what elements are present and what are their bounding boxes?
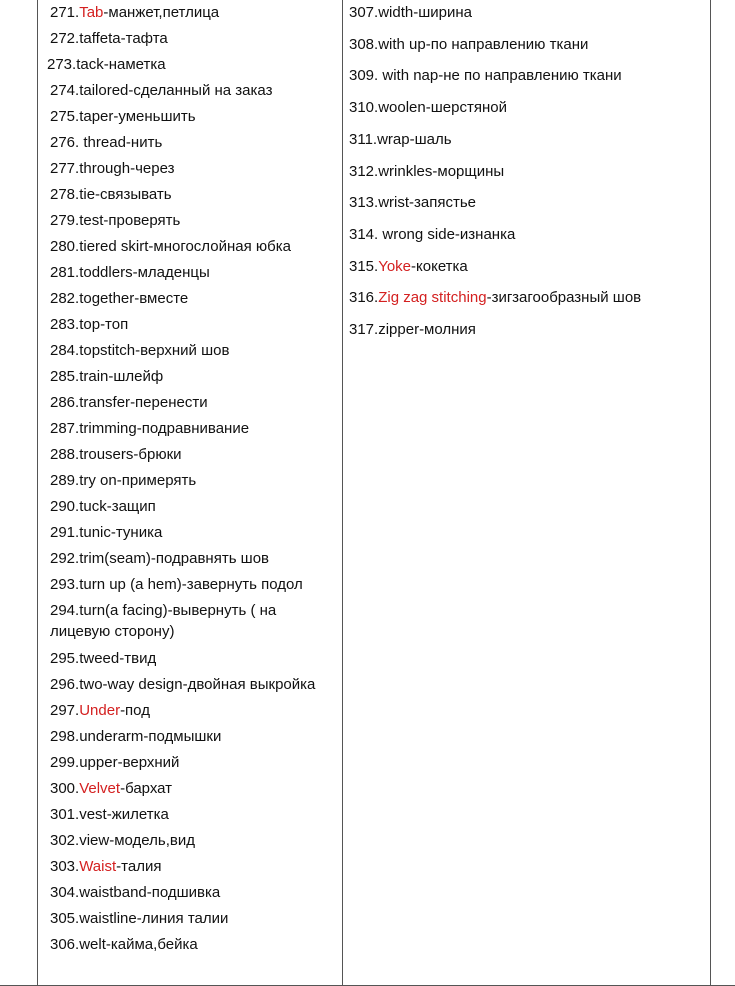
entry-term: waistline: [79, 910, 137, 927]
entry-term: transfer: [79, 394, 131, 411]
glossary-entry: [50, 600, 340, 642]
entry-term: with up: [378, 36, 426, 53]
entry-term: wrist: [378, 194, 410, 211]
entry-translation: -запястье: [409, 194, 477, 211]
glossary-entry: [50, 392, 208, 413]
entry-number: 280.: [50, 238, 80, 255]
entry-number: 296.: [50, 676, 80, 693]
entry-term: Under: [79, 702, 121, 719]
glossary-entry: [50, 262, 210, 283]
entry-number: 306.: [50, 936, 80, 953]
entry-term: trim(seam): [79, 550, 151, 567]
entry-number: 292.: [50, 550, 80, 567]
entry-number: 294.: [50, 602, 80, 619]
entry-translation: -подравнять шов: [150, 550, 270, 567]
entry-translation: -подравнивание: [136, 420, 250, 437]
entry-number: 278.: [50, 186, 80, 203]
entry-number: 277.: [50, 160, 80, 177]
entry-term: taper: [79, 108, 114, 125]
entry-term: tuck: [79, 498, 107, 515]
entry-term: tie: [79, 186, 96, 203]
entry-translation: -линия талии: [136, 910, 229, 927]
entry-number: 312.: [349, 163, 379, 180]
entry-number: 287.: [50, 420, 80, 437]
entry-number: 274.: [50, 82, 80, 99]
entry-number: 300.: [50, 780, 80, 797]
glossary-entry: [349, 34, 588, 55]
entry-term: view: [79, 832, 110, 849]
entry-translation: -модель,вид: [109, 832, 195, 849]
entry-number: 307.: [349, 4, 379, 21]
entry-term: wrap: [377, 131, 410, 148]
entry-translation: -манжет,петлица: [103, 4, 220, 21]
entry-translation: -через: [130, 160, 175, 177]
entry-number: 289.: [50, 472, 80, 489]
entry-term: tack: [76, 56, 104, 73]
glossary-entry: [50, 210, 180, 231]
entry-number: 282.: [50, 290, 80, 307]
entry-translation: -шлейф: [108, 368, 164, 385]
entry-term: topstitch: [79, 342, 136, 359]
entry-translation: -изнанка: [454, 226, 516, 243]
glossary-entry: [50, 366, 163, 387]
entry-number: 279.: [50, 212, 80, 229]
entry-term: toddlers: [79, 264, 133, 281]
glossary-entry: [349, 192, 476, 213]
entry-term: taffeta: [79, 30, 121, 47]
entry-translation: -уменьшить: [113, 108, 196, 125]
entry-term: tailored: [79, 82, 129, 99]
glossary-entry: [50, 548, 269, 569]
entry-number: 314.: [349, 226, 383, 243]
glossary-entry: [349, 287, 641, 308]
entry-term: welt: [79, 936, 106, 953]
entry-translation: -зигзагообразный шов: [486, 289, 642, 306]
entry-translation: -сделанный на заказ: [128, 82, 273, 99]
glossary-entry: [50, 752, 179, 773]
entry-term: with nap: [382, 67, 439, 84]
entry-number: 313.: [349, 194, 379, 211]
entry-translation: -завернуть подол: [181, 576, 303, 593]
entry-translation: -двойная выкройка: [182, 676, 316, 693]
glossary-entry: [50, 674, 315, 695]
glossary-entry: [50, 158, 174, 179]
entry-term: width: [378, 4, 414, 21]
entry-translation: -талия: [116, 858, 162, 875]
entry-term: waistband: [79, 884, 147, 901]
entry-number: 273.: [47, 56, 77, 73]
entry-translation: -кокетка: [411, 258, 468, 275]
entry-number: 315.: [349, 258, 379, 275]
entry-number: 281.: [50, 264, 80, 281]
entry-term: top: [79, 316, 101, 333]
entry-translation: -связывать: [95, 186, 172, 203]
entry-term: Yoke: [378, 258, 412, 275]
glossary-entry: [50, 418, 249, 439]
glossary-entry: [50, 340, 229, 361]
entry-number: 304.: [50, 884, 80, 901]
entry-number: 297.: [50, 702, 80, 719]
entry-translation: -твид: [119, 650, 157, 667]
glossary-entry: [50, 856, 161, 877]
glossary-entry: [349, 129, 452, 150]
glossary-entry: [50, 830, 195, 851]
entry-translation: -бархат: [120, 780, 173, 797]
entry-number: 291.: [50, 524, 80, 541]
entry-number: 316.: [349, 289, 379, 306]
entry-translation: -туника: [110, 524, 163, 541]
glossary-entry: [349, 161, 504, 182]
entry-term: zipper: [378, 321, 420, 338]
entry-translation: -тафта: [120, 30, 168, 47]
entry-term: try on: [79, 472, 117, 489]
glossary-entry: [50, 470, 196, 491]
entry-term: together: [79, 290, 135, 307]
entry-term: trimming: [79, 420, 137, 437]
entry-translation: -брюки: [133, 446, 182, 463]
entry-term: thread: [83, 134, 126, 151]
entry-translation: -верхний: [117, 754, 180, 771]
glossary-entry: [349, 256, 468, 277]
entry-number: 290.: [50, 498, 80, 515]
entry-term: Tab: [79, 4, 104, 21]
entry-number: 302.: [50, 832, 80, 849]
entry-translation: -наметка: [103, 56, 166, 73]
entry-translation: -защип: [106, 498, 156, 515]
glossary-entry: [50, 28, 168, 49]
entry-translation: -нить: [125, 134, 163, 151]
entry-term: Velvet: [79, 780, 121, 797]
entry-number: 295.: [50, 650, 80, 667]
glossary-entry: [50, 236, 291, 257]
entry-number: 311.: [349, 131, 378, 148]
glossary-entry: [349, 97, 507, 118]
glossary-entry: [349, 319, 476, 340]
entry-number: 271.: [50, 4, 80, 21]
table-border-right: [710, 0, 711, 986]
entry-translation: -подшивка: [146, 884, 221, 901]
entry-term: upper: [79, 754, 118, 771]
entry-translation: -многослойная юбка: [148, 238, 291, 255]
entry-term: wrong side: [382, 226, 455, 243]
entry-term: woolen: [378, 99, 426, 116]
entry-number: 309.: [349, 67, 383, 84]
entry-number: 299.: [50, 754, 80, 771]
entry-number: 293.: [50, 576, 80, 593]
entry-translation: -по направлению ткани: [425, 36, 589, 53]
entry-term: train: [79, 368, 109, 385]
entry-translation: -примерять: [116, 472, 197, 489]
glossary-entry: [50, 882, 220, 903]
entry-number: 284.: [50, 342, 80, 359]
entry-translation: -морщины: [432, 163, 505, 180]
entry-term: wrinkles: [378, 163, 433, 180]
table-border-middle: [342, 0, 343, 986]
glossary-entry: [50, 132, 162, 153]
entry-term: tiered skirt: [79, 238, 149, 255]
entry-number: 303.: [50, 858, 80, 875]
entry-number: 276.: [50, 134, 84, 151]
glossary-entry: [50, 778, 172, 799]
entry-term: underarm: [79, 728, 144, 745]
entry-translation: -кайма,бейка: [105, 936, 198, 953]
entry-translation: -шаль: [409, 131, 452, 148]
glossary-entry: [50, 726, 221, 747]
entry-translation: -топ: [100, 316, 129, 333]
table-border-left: [37, 0, 38, 986]
entry-term: Waist: [79, 858, 117, 875]
entry-number: 308.: [349, 36, 379, 53]
entry-translation: -перенести: [130, 394, 208, 411]
entry-translation: -младенцы: [132, 264, 210, 281]
glossary-entry: [50, 496, 156, 517]
entry-number: 301.: [50, 806, 80, 823]
glossary-entry: [50, 184, 172, 205]
entry-number: 305.: [50, 910, 80, 927]
entry-translation: -не по направлению ткани: [438, 67, 622, 84]
entry-number: 283.: [50, 316, 80, 333]
entry-translation: -проверять: [103, 212, 181, 229]
glossary-entry: [50, 106, 196, 127]
entry-term: tweed: [79, 650, 120, 667]
entry-term: turn up (a hem): [79, 576, 182, 593]
glossary-entry: [50, 314, 128, 335]
entry-translation: -подмышки: [143, 728, 222, 745]
glossary-entry: [50, 444, 182, 465]
entry-translation: -вместе: [134, 290, 189, 307]
entry-translation: -вывернуть ( на лицевую сторону): [50, 602, 277, 640]
glossary-entry: [349, 2, 472, 23]
glossary-entry: [349, 65, 622, 86]
entry-number: 298.: [50, 728, 80, 745]
entry-number: 310.: [349, 99, 379, 116]
glossary-entry: [50, 574, 303, 595]
glossary-entry: [50, 522, 162, 543]
entry-term: trousers: [79, 446, 134, 463]
glossary-entry: [50, 700, 150, 721]
entry-term: through: [79, 160, 131, 177]
entry-term: vest: [79, 806, 107, 823]
glossary-entry: [50, 288, 188, 309]
entry-translation: -верхний шов: [135, 342, 230, 359]
glossary-entry: [47, 54, 166, 75]
entry-term: turn(a facing): [79, 602, 168, 619]
entry-term: Zig zag stitching: [378, 289, 487, 306]
glossary-entry: [50, 908, 228, 929]
glossary-entry: [50, 648, 156, 669]
entry-translation: -шерстяной: [425, 99, 507, 116]
glossary-entry: [50, 2, 219, 23]
entry-term: two-way design: [79, 676, 183, 693]
entry-number: 288.: [50, 446, 80, 463]
entry-number: 317.: [349, 321, 379, 338]
entry-translation: -жилетка: [106, 806, 169, 823]
entry-number: 272.: [50, 30, 80, 47]
entry-translation: -ширина: [413, 4, 472, 21]
glossary-entry: [50, 80, 272, 101]
glossary-entry: [50, 804, 169, 825]
entry-number: 275.: [50, 108, 80, 125]
entry-translation: -под: [120, 702, 150, 719]
glossary-entry: [50, 934, 198, 955]
entry-translation: -молния: [419, 321, 476, 338]
entry-term: test: [79, 212, 104, 229]
entry-number: 286.: [50, 394, 80, 411]
entry-number: 285.: [50, 368, 80, 385]
entry-term: tunic: [79, 524, 111, 541]
glossary-entry: [349, 224, 515, 245]
